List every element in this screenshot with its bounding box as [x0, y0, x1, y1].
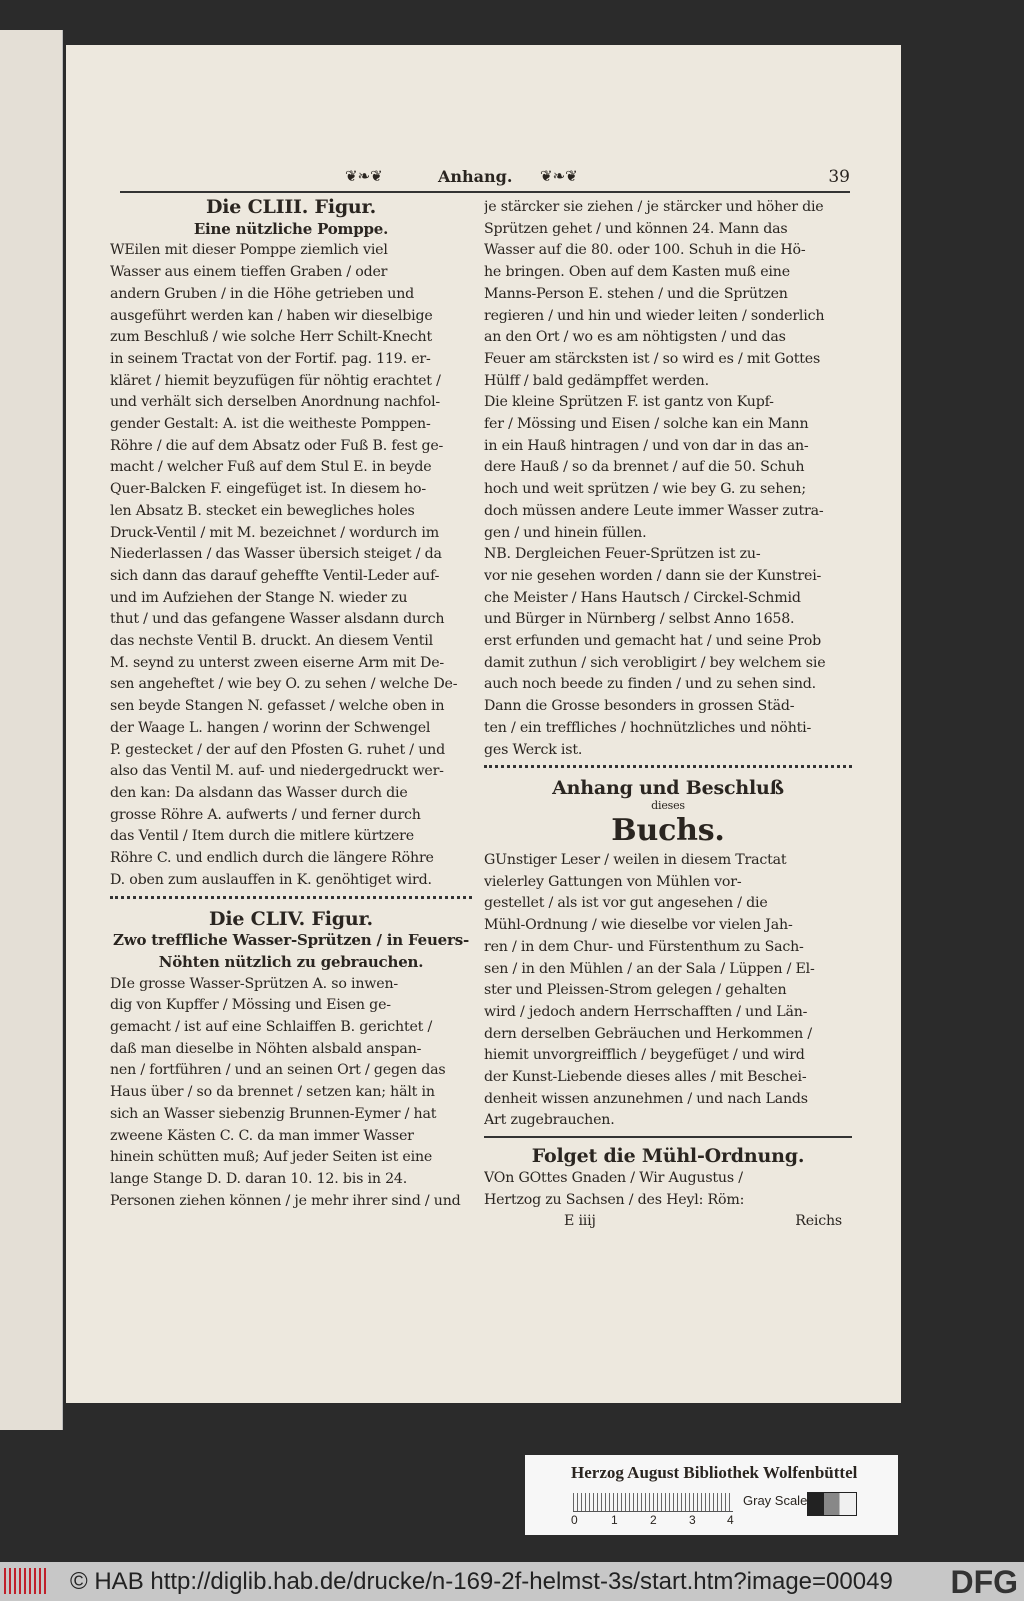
divider — [484, 1136, 852, 1142]
scale-tick: 1 — [611, 1513, 618, 1527]
figure-heading: Die CLIII. Figur. — [205, 197, 377, 218]
text-line: vielerley Gattungen von Mühlen vor- — [484, 873, 742, 890]
text-line: fer / Mössing und Eisen / solche kan ein Mann — [484, 416, 809, 433]
signature-mark: E iiij — [564, 1213, 596, 1230]
text-line: in seinem Tractat von der Fortif. pag. 119. er- — [110, 350, 431, 367]
right-column — [484, 197, 852, 1233]
gray-scale-swatch — [807, 1492, 857, 1516]
text-line: GUnstiger Leser / weilen in diesem Tractat — [484, 851, 787, 868]
divider — [110, 896, 472, 905]
text-line: hiemit unvorgreifflich / beygefüget / und wird — [484, 1047, 805, 1064]
figure-subheading: Eine nützliche Pomppe. — [193, 219, 389, 238]
text-line: sen angeheftet / wie bey O. zu sehen / welche De- — [110, 676, 458, 693]
text-line: an den Ort / wo es am nöhtigsten / und das — [484, 329, 786, 346]
text-line: gen / und hinein füllen. — [484, 524, 647, 541]
text-line: NB. Dergleichen Feuer-Sprützen ist zu- — [484, 546, 761, 563]
text-line: den kan: Da alsdann das Wasser durch die — [110, 784, 408, 801]
text-line: und Bürger in Nürnberg / selbst Anno 1658. — [484, 611, 795, 628]
text-line: auch noch beede zu finden / und zu sehen sind. — [484, 676, 816, 693]
text-line: also das Ventil M. auf- und niedergedruckt wer- — [110, 763, 444, 780]
text-line: Druck-Ventil / mit M. bezeichnet / wordurch im — [110, 524, 440, 541]
text-line: Feuer am stärcksten ist / so wird es / mit Gottes — [484, 350, 821, 367]
text-line: sen beyde Stangen N. gefasset / welche oben in — [110, 698, 445, 715]
library-label — [525, 1455, 898, 1535]
text-line: he bringen. Oben auf dem Kasten muß eine — [484, 264, 790, 281]
text-line: Sprützen gehet / und können 24. Mann das — [484, 220, 788, 237]
catchword: Reichs — [795, 1213, 842, 1230]
text-line: gemacht / ist auf eine Schlaiffen B. gerichtet / — [110, 1019, 433, 1036]
text-line: ausgeführt werden kan / haben wir dieselbige — [110, 307, 433, 324]
text-line: gender Gestalt: A. ist die weitheste Pomppen- — [110, 416, 431, 433]
adjacent-page-edge — [0, 30, 63, 1430]
text-line: Röhre C. und endlich durch die längere Röhre — [110, 850, 434, 867]
text-line: und verhält sich derselben Anordnung nachfol- — [110, 394, 441, 411]
text-line: der Waage L. hangen / worinn der Schwengel — [110, 719, 431, 736]
text-line: ten / ein treffliches / hochnützliches und nöhti- — [484, 719, 812, 736]
text-line: Mühl-Ordnung / wie dieselbe vor vielen Jah- — [484, 917, 793, 934]
text-line: che Meister / Hans Hautsch / Circkel-Schmid — [484, 589, 801, 606]
section-heading-big: Buchs. — [611, 812, 725, 848]
text-line: denheit wissen anzunehmen / und nach Lands — [484, 1090, 808, 1107]
text-line: regieren / und hin und wieder leiten / sonderlich — [484, 307, 825, 324]
scale-ruler — [573, 1493, 733, 1512]
text-line: DIe grosse Wasser-Sprützen A. so inwen- — [110, 975, 398, 992]
text-line: ster und Pleissen-Strom gelegen / gehalten — [484, 982, 787, 999]
text-line: Manns-Person E. stehen / und die Sprützen — [484, 285, 788, 302]
section-heading: Anhang und Beschluß — [552, 778, 784, 800]
text-line: Quer-Balcken F. eingefüget ist. In diesem ho- — [110, 481, 426, 498]
text-line: nen / fortführen / und an seinen Ort / gegen das — [110, 1062, 446, 1079]
text-line: len Absatz B. stecket ein bewegliches holes — [110, 502, 415, 519]
text-line: erst erfunden und gemacht hat / und seine Prob — [484, 633, 822, 650]
hab-logo-icon — [4, 1568, 46, 1594]
text-line: hinein schütten muß; Auf jeder Seiten ist eine — [110, 1149, 433, 1166]
text-line: P. gestecket / der auf den Pfosten G. ruhet / und — [110, 741, 445, 758]
text-line: und im Aufziehen der Stange N. wieder zu — [110, 589, 408, 606]
text-line: Dann die Grosse besonders in grossen Städ- — [484, 698, 795, 715]
text-line: VOn GOttes Gnaden / Wir Augustus / — [484, 1169, 743, 1186]
text-line: Wasser auf die 80. oder 100. Schuh in die Hö- — [484, 242, 806, 259]
text-line: thut / und das gefangene Wasser alsdann durch — [110, 611, 445, 628]
text-line: je stärcker sie ziehen / je stärcker und höher die — [484, 199, 824, 215]
text-line: Röhre / die auf dem Absatz oder Fuß B. fest ge- — [110, 437, 444, 454]
dfg-logo: DFG — [950, 1564, 1018, 1600]
scale-tick: 0 — [571, 1513, 578, 1527]
text-line: ren / in dem Chur- und Fürstenthum zu Sach- — [484, 938, 804, 955]
text-line: grosse Röhre A. aufwerts / und ferner durch — [110, 806, 421, 823]
text-line: das Ventil / Item durch die mitlere kürtzere — [110, 828, 414, 845]
source-url[interactable]: © HAB http://diglib.hab.de/drucke/n-169-2f-helmst-3s/start.htm?image=00049 — [70, 1568, 893, 1595]
text-line: kläret / hiemit beyzufügen für nöhtig erachtet / — [110, 372, 441, 389]
header-title: Anhang. — [438, 167, 513, 186]
text-line: Wasser aus einem tieffen Graben / oder — [110, 264, 388, 281]
figure-subheading: Nöhten nützlich zu gebrauchen. — [158, 952, 424, 971]
figure-subheading: Zwo treffliche Wasser-Sprützen / in Feuers- — [113, 931, 469, 950]
scale-tick: 2 — [650, 1513, 657, 1527]
left-column — [110, 197, 472, 1212]
scale-tick: 4 — [727, 1513, 734, 1527]
text-line: ges Werck ist. — [484, 741, 583, 758]
text-line: macht / welcher Fuß auf dem Stul E. in beyde — [110, 459, 432, 476]
institution-name: Herzog August Bibliothek Wolfenbüttel — [571, 1463, 858, 1482]
text-line: sen / in den Mühlen / an der Sala / Lüppen / El- — [484, 960, 815, 977]
gray-scale-label: Gray Scale — [743, 1493, 808, 1508]
text-line: vor nie gesehen worden / dann sie der Kunstrei- — [484, 567, 822, 584]
text-line: Hertzog zu Sachsen / des Heyl: Röm: — [484, 1191, 745, 1208]
text-line: sich dann das darauf geheffte Ventil-Leder auf- — [110, 567, 440, 584]
text-line: zum Beschluß / wie solche Herr Schilt-Knecht — [110, 329, 432, 346]
divider — [484, 765, 852, 774]
text-line: daß man dieselbe in Nöhten alsbald anspan- — [110, 1040, 422, 1057]
text-line: Die kleine Sprützen F. ist gantz von Kupf- — [484, 394, 774, 411]
text-line: das nechste Ventil B. druckt. An diesem Ventil — [110, 633, 433, 650]
text-line: sich an Wasser siebenzig Brunnen-Eymer / hat — [110, 1105, 437, 1122]
running-header — [120, 167, 850, 193]
section-heading-small: dieses — [651, 799, 685, 812]
text-line: damit zuthun / sich verobligirt / bey welchem sie — [484, 654, 826, 671]
text-line: wird / jedoch andern Herrschafften / und Län- — [484, 1003, 808, 1020]
ornament-icon: ❦❧❦ — [345, 167, 383, 185]
text-line: D. oben zum auslauffen in K. genöhtiget wird. — [110, 871, 432, 888]
text-line: Niederlassen / das Wasser übersich steiget / da — [110, 546, 442, 563]
figure-heading: Die CLIV. Figur. — [209, 908, 373, 930]
text-line: in ein Hauß hintragen / und von dar in das an- — [484, 437, 809, 454]
scale-tick: 3 — [689, 1513, 696, 1527]
text-line: zweene Kästen C. C. da man immer Wasser — [110, 1127, 414, 1144]
text-line: Haus über / so da brennet / setzen kan; hält in — [110, 1084, 435, 1101]
page-number: 39 — [828, 167, 850, 187]
text-line: dig von Kupffer / Mössing und Eisen ge- — [110, 997, 391, 1014]
text-line: lange Stange D. D. daran 10. 12. bis in 24. — [110, 1170, 408, 1187]
text-line: M. seynd zu unterst zween eiserne Arm mit De- — [110, 654, 444, 671]
text-line: doch müssen andere Leute immer Wasser zutra- — [484, 502, 824, 519]
text-line: dern derselben Gebräuchen und Herkommen / — [484, 1025, 812, 1042]
ornament-icon: ❦❧❦ — [540, 167, 578, 185]
text-line: andern Gruben / in die Höhe getrieben und — [110, 285, 415, 302]
text-line: Art zugebrauchen. — [484, 1112, 615, 1129]
text-line: WEilen mit dieser Pomppe ziemlich viel — [110, 242, 388, 259]
text-line: gestellet / als ist vor gut angesehen / die — [484, 895, 768, 912]
section-heading: Folget die Mühl-Ordnung. — [531, 1146, 805, 1168]
text-line: hoch und weit sprützen / wie bey G. zu sehen; — [484, 481, 806, 498]
text-line: Hülff / bald gedämpffet werden. — [484, 372, 709, 389]
text-line: der Kunst-Liebende dieses alles / mit Beschei- — [484, 1069, 807, 1086]
text-line: Personen ziehen können / je mehr ihrer sind / und — [110, 1192, 461, 1209]
footer-bar — [0, 1562, 1024, 1601]
text-line: dere Hauß / so da brennet / auf die 50. Schuh — [484, 459, 805, 476]
